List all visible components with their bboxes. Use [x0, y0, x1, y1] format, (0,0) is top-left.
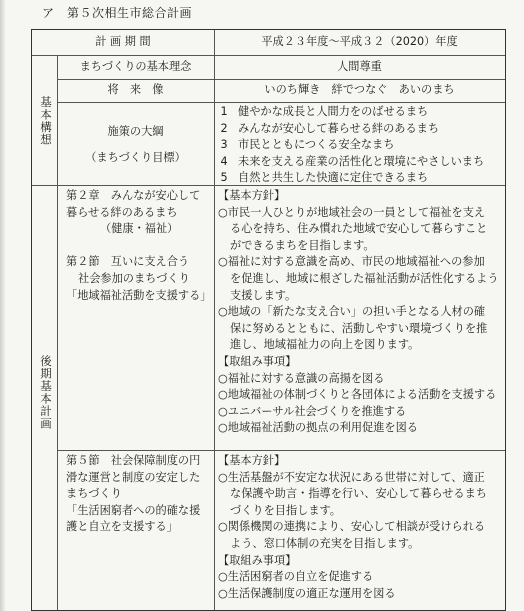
row-divider-header: [32, 55, 505, 56]
taiko-item: 2 みんなが安心して暮らせる絆のあるまち: [220, 121, 440, 135]
taiko-sublabel: （まちづくり目標）: [85, 151, 186, 164]
row-divider-rinen: [57, 79, 505, 80]
section1-details: 【基本方針】 ○市民一人ひとりが地域社会の一員として福祉を支え る心を持ち、住み慣れた地域で安心して暮らすこと ができるまちを目指します。 ○福祉に対する意識を高め、市民の地域福祉への参加 を促進し、地域に根ざした福祉活動が活性化するよう 支援します。 ○地域の「新たな支え合い」の担い手となる人材の確 保に努めるとともに、活動しやすい環境づくりを推 進し、地域福祉力の向上を図ります。 【取組み事項】 ○福祉に対する意識の高揚を図る ○地域福祉の体制づくりと各団体による活動を支援する ○ユニバーサル社会づくりを推進する ○地域福祉活動の拠点の利用促進を図る: [218, 189, 499, 435]
section2-title: 第５節 社会保障制度の円 滑な運営と制度の安定した まちづくり 「生活困窮者への的確な援 護と自立を支援する」: [66, 454, 201, 534]
page-heading: ア 第５次相生市総合計画: [42, 6, 193, 20]
shoraizo-value: いのち輝き 絆でつなぐ あいのまち: [264, 83, 455, 96]
taiko-item: 4 未来を支える産業の活性化と環境にやさしいまち: [220, 154, 485, 168]
taiko-item: 1 健やかな成長と人間力をのばせるまち: [220, 105, 429, 118]
taiko-item: 5 自然と共生した快適に定住できるまち: [220, 171, 429, 185]
rinen-value: 人間尊重: [337, 60, 382, 73]
kihon-koso-label: 基本構想: [39, 96, 53, 146]
koki-keikaku-label: 後期基本計画: [39, 355, 53, 430]
rinen-label: まちづくりの基本理念: [79, 60, 192, 73]
section2-details: 【基本方針】 ○生活基盤が不安定な状況にある世帯に対して、適正 な保護や助言・指導を行い、安心して暮らせるまち づくりを目指します。 ○関係機関の連携により、安心して相談が受けられる よう、窓口体制の充実を目指します。 【取組み事項】 ○生活困窮者の自立を促進する ○生活保護制度の適正な運用を図る: [218, 454, 487, 600]
taiko-label: 施策の大綱: [107, 125, 164, 138]
period-value: 平成２３年度～平成３２（2020）年度: [261, 35, 458, 48]
shoraizo-label: 将 来 像: [107, 83, 164, 96]
page-edge-shadow: [0, 0, 6, 611]
row-divider-shorai: [57, 102, 505, 103]
section1-title: 第２章 みんなが安心して 暮らせる絆のあるまち （健康・福祉） 第２節 互いに支え合う 社会参加のまちづくり 「地域福祉活動を支援する」: [66, 189, 212, 302]
taiko-list: [220, 104, 484, 187]
taiko-item: 3 市民とともにつくる安全なまち: [220, 138, 395, 152]
plan-table: [31, 29, 506, 611]
column-divider-main: [214, 30, 215, 610]
period-label: 計 画 期 間: [95, 35, 151, 48]
row-divider-section: [57, 450, 505, 451]
